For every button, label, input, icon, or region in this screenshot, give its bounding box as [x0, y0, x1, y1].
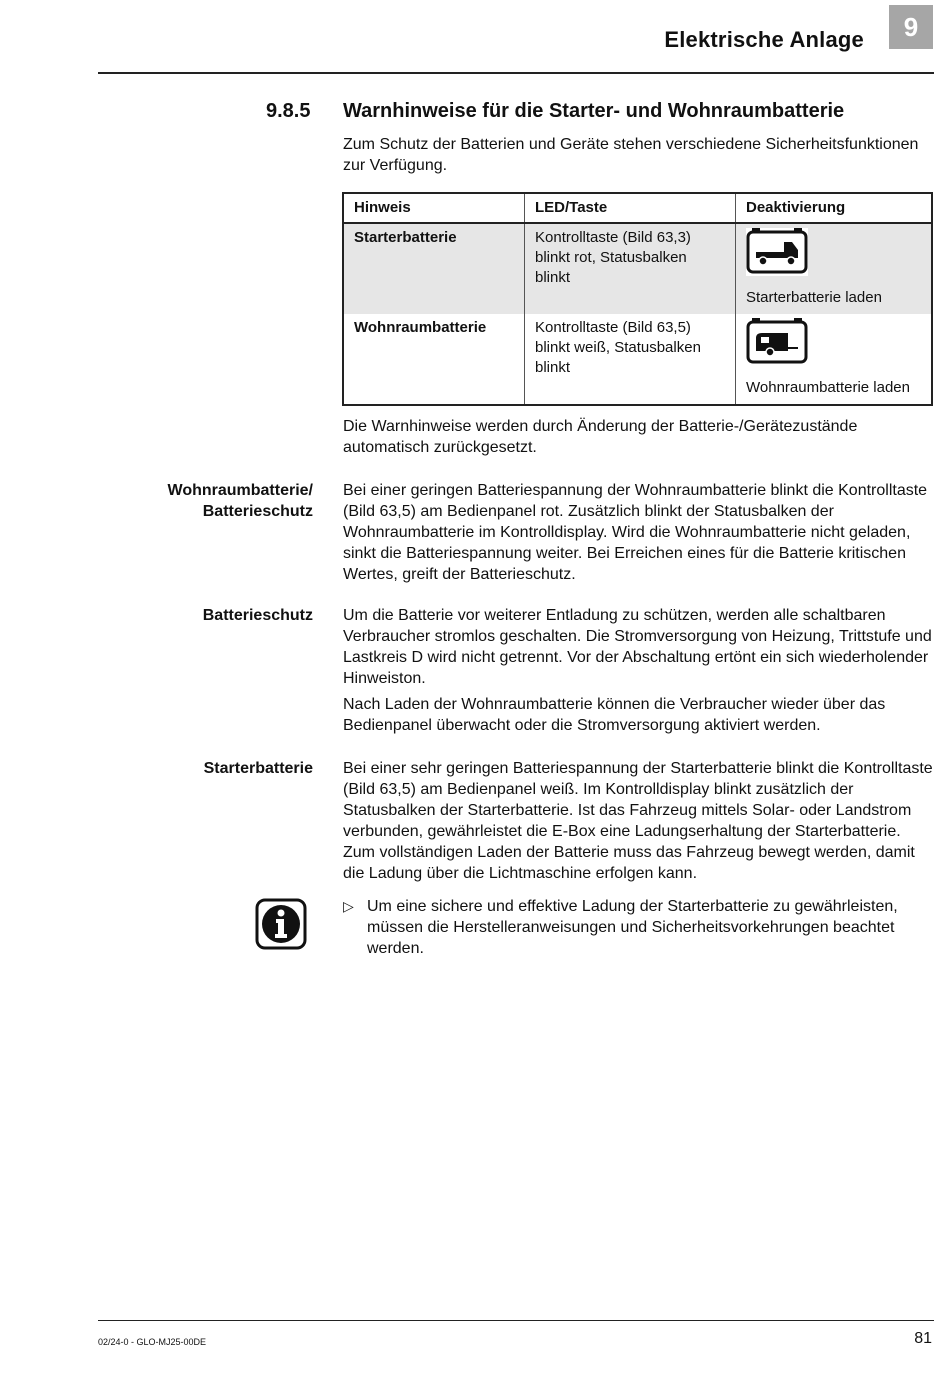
footer-divider: [98, 1320, 934, 1321]
document-code: 02/24-0 - GLO-MJ25-00DE: [98, 1337, 207, 1347]
starter-battery-icon: [746, 228, 808, 276]
section-title: Warnhinweise für die Starter- und Wohnraumbatterie: [343, 100, 845, 122]
info-text: Um eine sichere und effektive Ladung der Starterbatterie zu gewährleisten, müssen die Herstelleranweisungen und Sicherheitsvorkehrungen beachtet werden.: [367, 898, 898, 957]
page-number: 81: [914, 1330, 932, 1347]
living-battery-icon: [746, 318, 808, 366]
led-cell: Kontrolltaste (Bild 63,5) blinkt weiß, Statusbalken blinkt: [525, 314, 736, 405]
led-cell: Kontrolltaste (Bild 63,3) blinkt rot, Statusbalken blinkt: [525, 223, 736, 314]
section-intro: Zum Schutz der Batterien und Geräte stehen verschiedene Sicherheitsfunktionen zur Verfügung.: [343, 136, 919, 174]
side-label-starterbatterie: Starterbatterie: [203, 760, 313, 777]
table-header-row: [343, 193, 932, 223]
deactivation-label: Wohnraumbatterie laden: [746, 379, 910, 396]
side-label-batterieschutz: Batterieschutz: [202, 607, 313, 624]
info-icon: [255, 898, 307, 950]
column-header: LED/Taste: [525, 193, 736, 223]
table-row: [343, 223, 932, 314]
reset-note: Die Warnhinweise werden durch Änderung der Batterie-/Gerätezustände automatisch zurückgesetzt.: [343, 418, 858, 456]
hinweis-cell: Wohnraumbatterie: [354, 319, 487, 336]
info-bullet: [343, 896, 935, 959]
column-header: Hinweis: [343, 193, 525, 223]
paragraph: Nach Laden der Wohnraumbatterie können die Verbraucher wieder über das Bedienpanel überwacht oder die Stromversorgung aktiviert werden.: [343, 696, 886, 734]
warning-table: [342, 192, 933, 406]
hinweis-cell: Starterbatterie: [343, 223, 525, 314]
deactivation-cell: [736, 223, 933, 314]
chapter-title: Elektrische Anlage: [664, 27, 864, 52]
bullet-arrow-icon: ▷: [343, 898, 354, 914]
column-header: Deaktivierung: [736, 193, 933, 223]
header-divider: [98, 72, 934, 74]
chapter-number-badge: 9: [889, 5, 933, 49]
side-label-wohnraumbatterie: Wohnraumbatterie/ Batterieschutz: [167, 482, 313, 520]
deactivation-label: Starterbatterie laden: [746, 289, 882, 306]
deactivation-cell: [736, 314, 933, 405]
paragraph: Bei einer geringen Batteriespannung der Wohnraumbatterie blinkt die Kontrolltaste (Bild 63,5) am Bedienpanel rot. Zusätzlich blinkt der Statusbalken der Wohnraumbatterie im Kontrolldisplay. Wird die Wohnraumbatterie nicht geladen, sinkt die Batteriespannung weiter. Bei Erreichen eines für die Batterie kritischen Wertes, greift der Batterieschutz.: [343, 482, 928, 583]
table-row: [343, 314, 932, 405]
paragraph: Um die Batterie vor weiterer Entladung zu schützen, werden alle schaltbaren Verbraucher stromlos geschalten. Die Stromversorgung von Heizung, Trittstufe und Lastkreis D wird nicht getrennt. Vor der Abschaltung ertönt ein sich wiederholender Hinweiston.: [343, 607, 932, 687]
section-number: 9.8.5: [266, 100, 311, 122]
paragraph: Bei einer sehr geringen Batteriespannung der Starterbatterie blinkt die Kontrolltaste (Bild 63,5) am Bedienpanel weiß. Im Kontrolldisplay blinkt zusätzlich der Statusbalken der Starterbatterie. Ist das Fahrzeug mittels Solar- oder Landstrom verbunden, gewährleistet die E-Box eine Ladungserhaltung der Starterbatterie. Zum vollständigen Laden der Batterie muss das Fahrzeug bewegt werden, damit die Ladung über die Lichtmaschine erfolgen kann.: [343, 760, 933, 882]
